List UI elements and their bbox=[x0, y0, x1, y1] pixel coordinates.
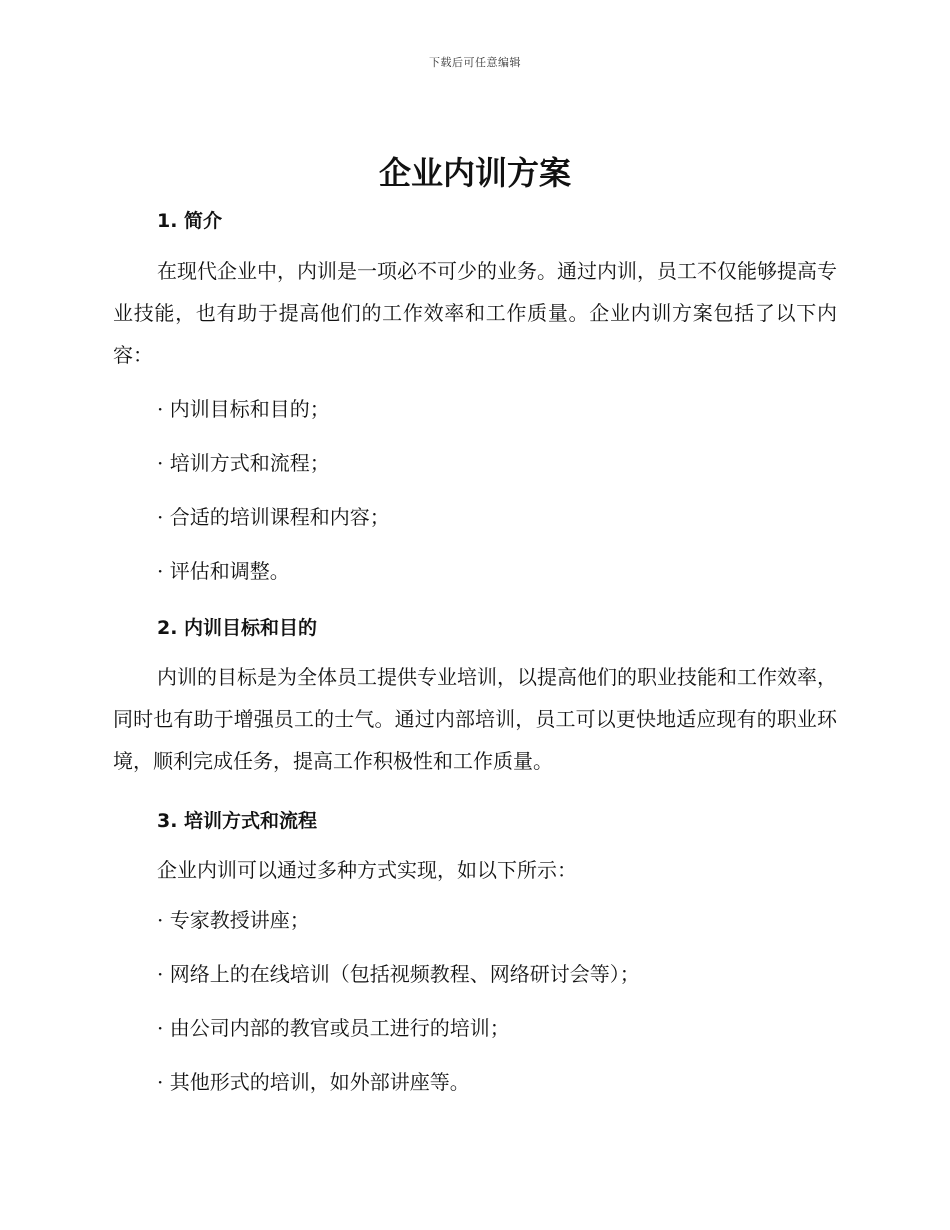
list-item: · 网络上的在线培训（包括视频教程、网络研讨会等）； bbox=[157, 962, 640, 986]
document-title: 企业内训方案 bbox=[378, 154, 571, 192]
section-heading: 1. 简介 bbox=[157, 210, 223, 232]
section-goals bbox=[113, 613, 837, 782]
document-body bbox=[113, 150, 837, 1097]
list-item: · 评估和调整。 bbox=[157, 559, 290, 583]
section-intro bbox=[113, 206, 837, 586]
list-item: · 其他形式的培训，如外部讲座等。 bbox=[157, 1070, 470, 1094]
page-header-note: 下载后可任意编辑 bbox=[429, 56, 521, 69]
section-paragraph: 内训的目标是为全体员工提供专业培训，以提高他们的职业技能和工作效率，同时也有助于增强员工的士气。通过内部培训，员工可以更快地适应现有的职业环境，顺利完成任务，提高工作积极性和工作质量。 bbox=[113, 665, 837, 773]
list-item: · 由公司内部的教官或员工进行的培训； bbox=[157, 1016, 510, 1040]
section-paragraph: 在现代企业中，内训是一项必不可少的业务。通过内训，员工不仅能够提高专业技能，也有助于提高他们的工作效率和工作质量。企业内训方案包括了以下内容： bbox=[113, 259, 837, 367]
section-paragraph: 企业内训可以通过多种方式实现，如以下所示： bbox=[157, 858, 577, 882]
section-methods bbox=[113, 806, 837, 1097]
section-heading: 2. 内训目标和目的 bbox=[157, 617, 318, 639]
section-heading: 3. 培训方式和流程 bbox=[157, 810, 318, 832]
list-item: · 专家教授讲座； bbox=[157, 908, 310, 932]
list-item: · 内训目标和目的； bbox=[157, 397, 330, 421]
list-item: · 合适的培训课程和内容； bbox=[157, 505, 390, 529]
list-item: · 培训方式和流程； bbox=[157, 451, 330, 475]
